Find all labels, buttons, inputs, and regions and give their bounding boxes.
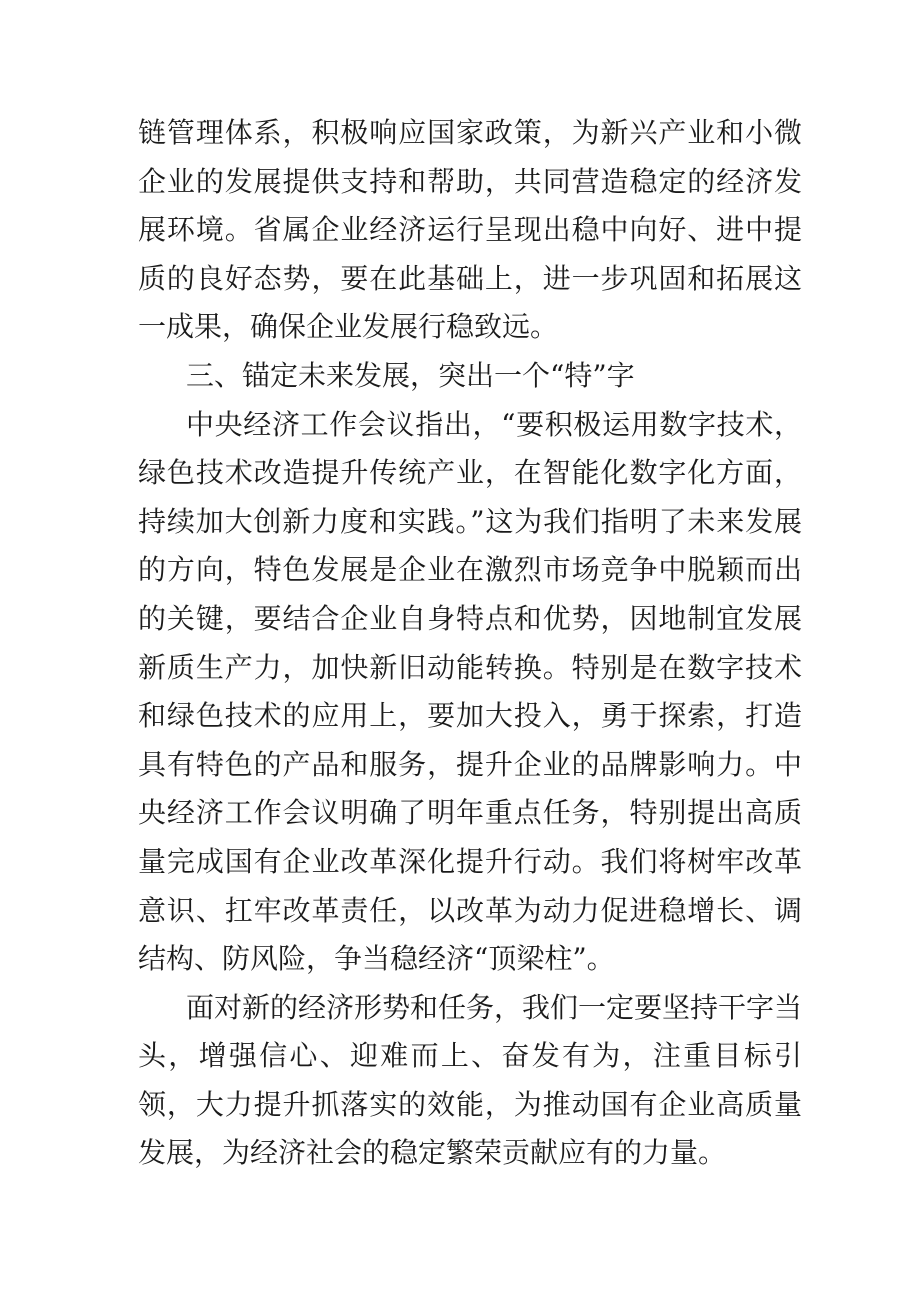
paragraph-supply-chain: 链管理体系，积极响应国家政策，为新兴产业和小微企业的发展提供支持和帮助，共同营造稳定的经济发展环境。省属企业经济运行呈现出稳中向好、进中提质的良好态势，要在此基础上，进一步巩固和拓展这一成果，确保企业发展行稳致远。: [138, 116, 802, 344]
section-heading-three: 三、锚定未来发展，突出一个“特”字: [186, 358, 635, 392]
body-text: [138, 109, 802, 1178]
paragraph-closing: 面对新的经济形势和任务，我们一定要坚持干字当头，增强信心、迎难而上、奋发有为，注重目标引领，大力提升抓落实的效能，为推动国有企业高质量发展，为经济社会的稳定繁荣贡献应有的力量。: [138, 990, 803, 1170]
paragraph-central-economic-conference: 中央经济工作会议指出，“要积极运用数字技术，绿色技术改造提升传统产业，在智能化数字化方面，持续加大创新力度和实践。”这为我们指明了未来发展的方向，特色发展是企业在激烈市场竞争中脱颖而出的关键，要结合企业自身特点和优势，因地制宜发展新质生产力，加快新旧动能转换。特别是在数字技术和绿色技术的应用上，要加大投入，勇于探索，打造具有特色的产品和服务，提升企业的品牌影响力。中央经济工作会议明确了明年重点任务，特别提出高质量完成国有企业改革深化提升行动。我们将树牢改革意识、扛牢改革责任，以改革为动力促进稳增长、调结构、防风险，争当稳经济“顶梁柱”。: [138, 407, 802, 976]
